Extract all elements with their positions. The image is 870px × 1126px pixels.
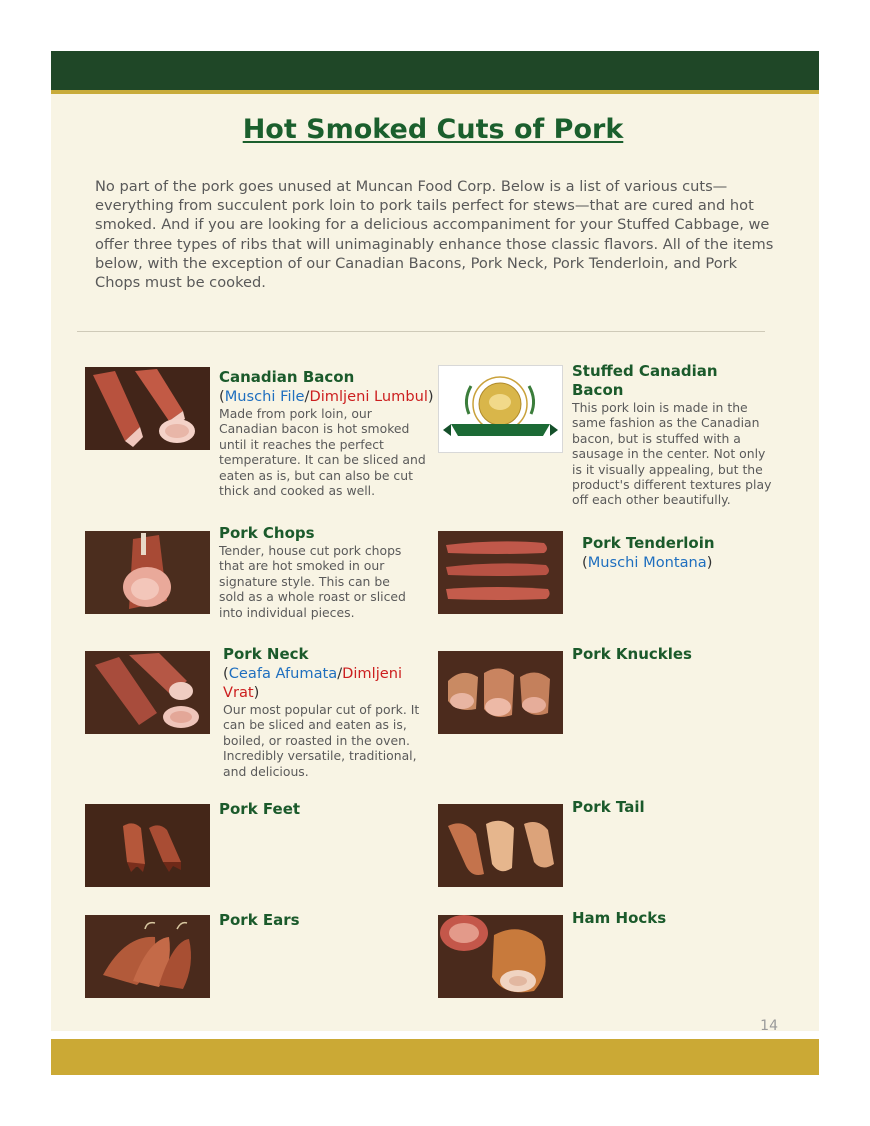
item-description: This pork loin is made in the same fashion as the Canadian bacon, but is stuffed with a sausage in the center. Not only is it visually appealing, but the product's different textures play off each other beautifully. [572,400,772,508]
item-description: Made from pork loin, our Canadian bacon is hot smoked until it reaches the perfect temperature. It can be sliced and eaten as is, but can also be cut thick and cooked as well. [219,406,426,499]
canadian-bacon-photo [85,367,210,450]
pork-tail-photo [438,804,563,887]
header-gold-rule [51,90,819,94]
item-name: Stuffed Canadian Bacon [572,362,718,399]
alt-name-red: Dimljeni Lumbul [309,388,428,405]
page-title: Hot Smoked Cuts of Pork [242,114,624,145]
section-divider [77,331,765,332]
item-alt-names: (Muschi Montana) [582,554,713,571]
intro-paragraph: No part of the pork goes unused at Muncan Food Corp. Below is a list of various cuts—everything from succulent pork loin to pork tails perfect for stews—that are cured and hot smoked. And if you are looking for a delicious accompaniment for your Stuffed Cabbage, we offer three types of ribs that will unimaginably enhance those classic flavors. All of the items below, with the exception of our Canadian Bacons, Pork Neck, Pork Tenderloin, and Pork Chops must be cooked. [95,178,774,292]
footer-band [51,1039,819,1075]
pork-chops-photo [85,531,210,614]
item-pork-tenderloin [582,534,782,572]
alt-name-blue: Muschi Montana [587,554,707,571]
item-pork-ears [219,911,419,930]
item-name: Pork Tenderloin [582,534,715,552]
item-name: Pork Chops [219,524,315,542]
item-description: Our most popular cut of pork. It can be sliced and eaten as is, boiled, or roasted in the oven. Incredibly versatile, traditional, and delicious. [223,702,420,779]
pork-feet-photo [85,804,210,887]
pork-neck-photo [85,651,210,734]
item-name: Pork Tail [572,798,645,816]
pork-knuckles-photo [438,651,563,734]
pork-tenderloin-photo [438,531,563,614]
item-name: Pork Knuckles [572,645,692,663]
alt-name-blue: Ceafa Afumata [228,665,338,682]
item-pork-knuckles [572,645,772,664]
header-band [51,51,819,90]
alt-name-blue: Muschi File [224,388,305,405]
item-stuffed-canadian-bacon [572,362,772,508]
pork-ears-photo [85,915,210,998]
page-number: 14 [760,1018,778,1034]
item-name: Ham Hocks [572,909,667,927]
item-ham-hocks [572,909,772,928]
item-name: Pork Neck [223,645,309,663]
item-name: Canadian Bacon [219,368,355,386]
item-description: Tender, house cut pork chops that are hot smoked in our signature style. This can be sold as a whole roast or sliced into individual pieces. [219,543,406,620]
item-pork-tail [572,798,772,817]
item-name: Pork Feet [219,800,301,818]
item-alt-names: (Muschi File/Dimljeni Lumbul) [219,388,434,405]
ham-hocks-photo [438,915,563,998]
item-pork-chops [219,524,414,620]
muncan-food-logo [438,365,563,453]
item-canadian-bacon [219,368,434,498]
item-alt-names: (Ceafa Afumata/Dimljeni Vrat) [223,665,403,701]
item-pork-neck [223,645,423,779]
alt-name-red: Dimljeni Vrat [223,665,403,701]
item-name: Pork Ears [219,911,300,929]
item-pork-feet [219,800,419,819]
